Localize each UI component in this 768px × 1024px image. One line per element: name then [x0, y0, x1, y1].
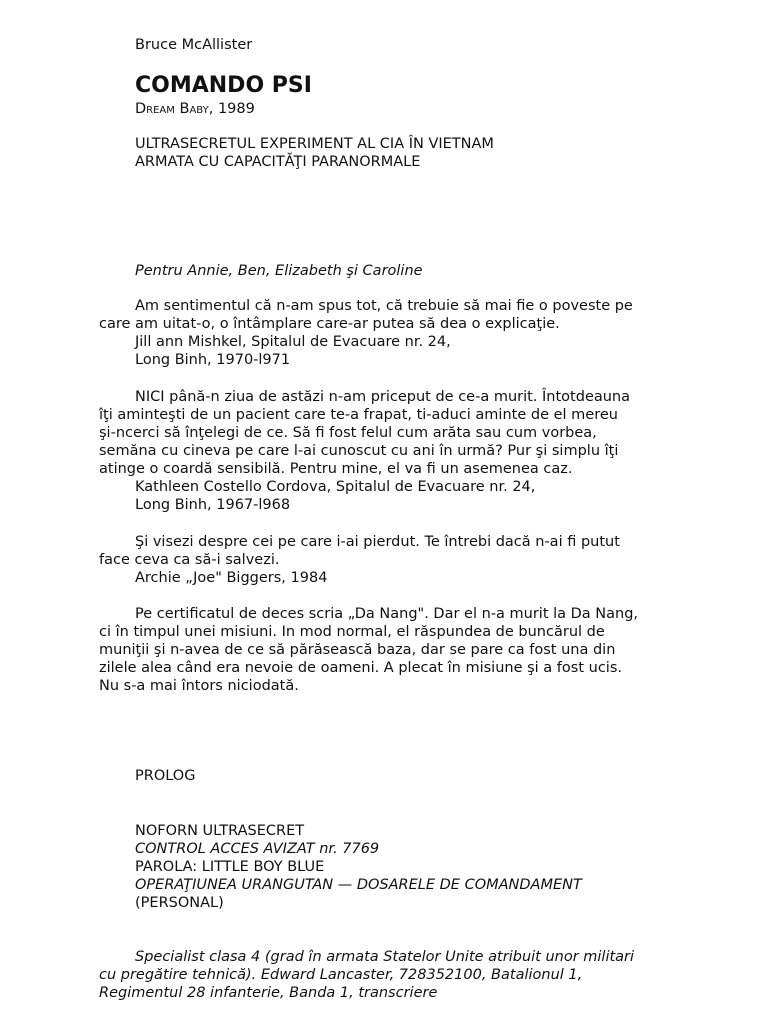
tagline-line: ARMATA CU CAPACITĂŢI PARANORMALE [135, 154, 421, 170]
classified-line: OPERAŢIUNEA URANGUTAN — DOSARELE DE COMANDAMENT [135, 877, 582, 893]
prolog-heading: PROLOG [135, 768, 196, 784]
classified-line: (PERSONAL) [135, 895, 224, 911]
epigraph-line: face ceva ca să-i salvezi. [99, 552, 280, 568]
epigraph-line: NICI până-n ziua de astăzi n-am priceput de ce-a murit. Întotdeauna [135, 389, 631, 405]
epigraph-line: muniţii şi n-avea de ce să părăsească baza, dar se pare ca fost una din [99, 642, 616, 658]
epigraph-attribution: Archie „Joe" Biggers, 1984 [135, 570, 328, 586]
epigraph [99, 297, 679, 369]
epigraph-attribution: Jill ann Mishkel, Spitalul de Evacuare nr. 24, [135, 334, 451, 350]
epigraph-attribution: Long Binh, 1970-l971 [135, 352, 291, 368]
epigraph [99, 388, 679, 514]
specialist-line: Regimentul 28 infanterie, Banda 1, transcriere [99, 985, 438, 1001]
book-subtitle [99, 100, 715, 118]
epigraph-line: şi-ncerci să înţelegi de ce. Să fi fost felul cum arăta sau cum vorbea, [99, 425, 597, 441]
epigraph-line: Pe certificatul de deces scria „Da Nang". Dar el n-a murit la Da Nang, [135, 606, 639, 622]
epigraph-line: Nu s-a mai întors niciodată. [99, 678, 299, 694]
epigraph-line: atinge o coardă sensibilă. Pentru mine, el va fi un asemenea caz. [99, 461, 573, 477]
epigraph-line: zilele alea când era nevoie de oameni. A plecat în misiune şi a fost ucis. [99, 660, 622, 676]
epigraph-line: Şi visezi despre cei pe care i-ai pierdut. Te întrebi dacă n-ai fi putut [135, 534, 620, 550]
epigraph-attribution: Long Binh, 1967-l968 [135, 497, 291, 513]
specialist-paragraph [99, 948, 679, 1002]
epigraph [99, 533, 679, 587]
epigraph-line: ci în timpul unei misiuni. In mod normal, el răspundea de buncărul de [99, 624, 605, 640]
classified-line: PAROLA: LITTLE BOY BLUE [135, 859, 325, 875]
epigraph-line: semăna cu cineva pe care l-ai cunoscut cu ani în urmă? Pur şi simplu îţi [99, 443, 619, 459]
original-title: Dream Baby [135, 101, 209, 117]
classified-line: CONTROL ACCES AVIZAT nr. 7769 [135, 841, 380, 857]
tagline-line: ULTRASECRETUL EXPERIMENT AL CIA ÎN VIETNAM [135, 136, 494, 152]
epigraph-line: Am sentimentul că n-am spus tot, că trebuie să mai fie o poveste pe [135, 298, 633, 314]
publication-year: , 1989 [208, 101, 255, 117]
classified-line: NOFORN ULTRASECRET [135, 823, 305, 839]
epigraph-line: îţi aminteşti de un pacient care te-a frapat, ti-aduci aminte de el mereu [99, 407, 618, 423]
specialist-line: Specialist clasa 4 (grad în armata Statelor Unite atribuit unor militari [135, 949, 635, 965]
epigraph-attribution: Kathleen Costello Cordova, Spitalul de Evacuare nr. 24, [135, 479, 536, 495]
tagline [99, 135, 715, 171]
author-name: Bruce McAllister [135, 37, 253, 53]
dedication: Pentru Annie, Ben, Elizabeth şi Caroline [135, 263, 423, 279]
epigraph [99, 605, 679, 695]
epigraph-line: care am uitat-o, o întâmplare care-ar putea să dea o explicaţie. [99, 316, 560, 332]
classified-header [99, 822, 715, 912]
book-title: COMANDO PSI [135, 73, 312, 98]
specialist-line: cu pregătire tehnică). Edward Lancaster, 728352100, Batalionul 1, [99, 967, 583, 983]
